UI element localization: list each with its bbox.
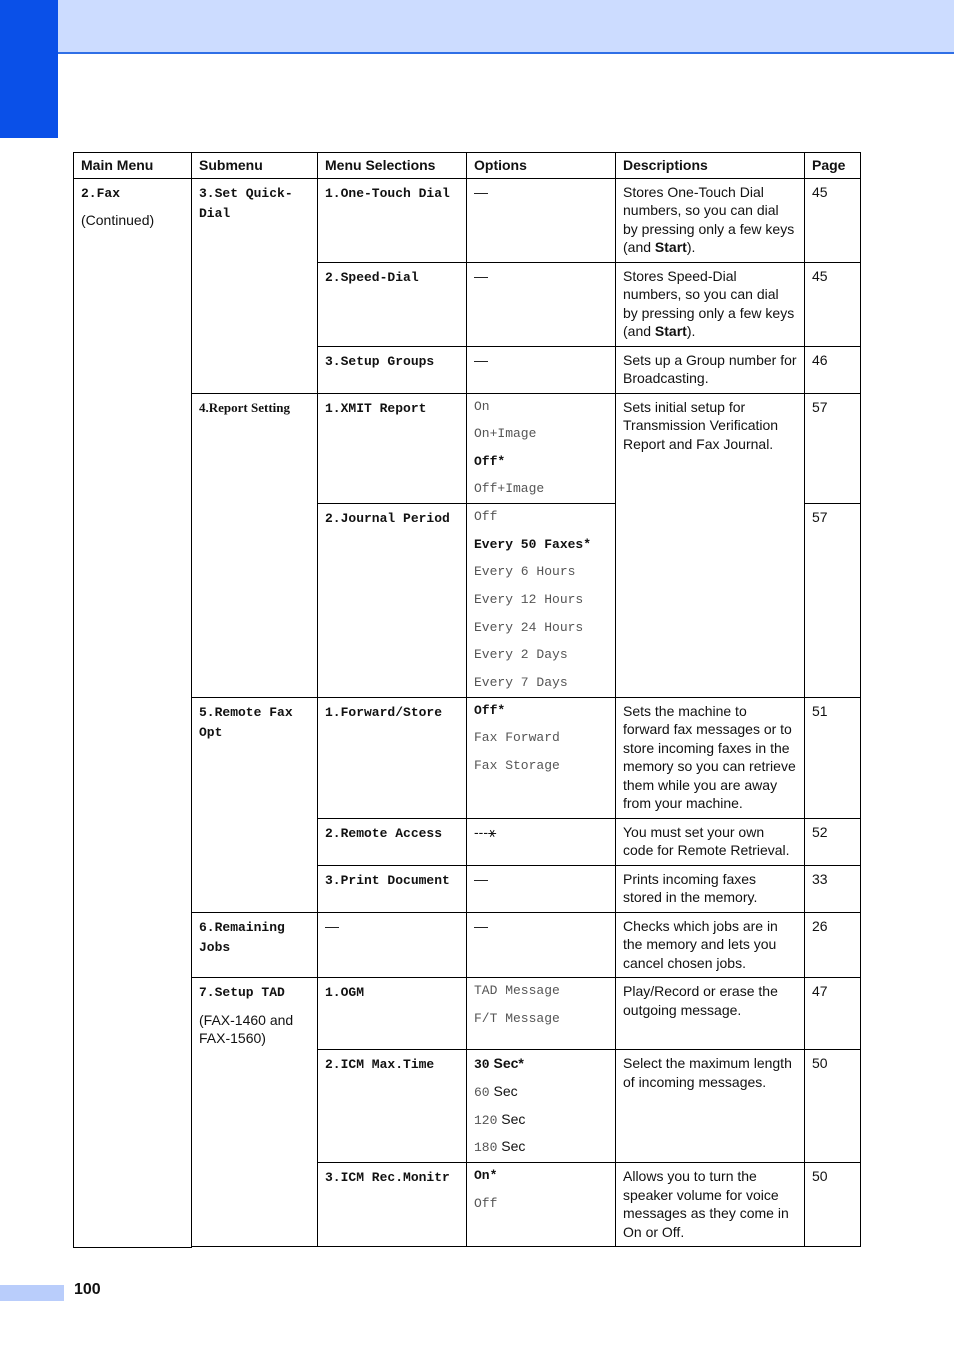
option-item: Off+Image bbox=[474, 481, 545, 497]
selection-cell bbox=[318, 978, 467, 1050]
option-item: TAD Message bbox=[474, 983, 560, 999]
page-cell: 57 bbox=[805, 393, 861, 504]
option-item-default: Off* bbox=[474, 453, 506, 469]
header-band bbox=[0, 0, 954, 54]
option-item-default bbox=[474, 1054, 608, 1082]
selection-label: 1.OGM bbox=[325, 985, 365, 1001]
selection-cell bbox=[318, 1163, 467, 1247]
description-cell bbox=[616, 262, 805, 346]
option-unit: Sec bbox=[501, 1138, 526, 1155]
selection-cell bbox=[318, 865, 467, 912]
selection-cell bbox=[318, 912, 467, 978]
description-text-end: ). bbox=[686, 323, 696, 339]
page-cell: 50 bbox=[805, 1050, 861, 1163]
option-item: Every 12 Hours bbox=[474, 592, 584, 608]
option-number: 120 bbox=[474, 1112, 498, 1128]
submenu-code: 5.Remote Fax Opt bbox=[199, 704, 293, 741]
col-header-descriptions: Descriptions bbox=[616, 153, 805, 179]
submenu-code: 7.Setup TAD bbox=[199, 985, 285, 1001]
option-dash: — bbox=[474, 267, 488, 284]
option-item bbox=[474, 1110, 608, 1138]
selection-label: 1.XMIT Report bbox=[325, 400, 427, 416]
option-cell bbox=[467, 818, 616, 865]
option-cell bbox=[467, 1163, 616, 1247]
description-cell: Sets up a Group number for Broadcasting. bbox=[616, 346, 805, 393]
selection-label: 3.Setup Groups bbox=[325, 353, 435, 369]
option-item: F/T Message bbox=[474, 1010, 560, 1026]
option-unit: Sec* bbox=[493, 1055, 524, 1072]
description-text-end: ). bbox=[686, 239, 696, 255]
table-row bbox=[74, 978, 861, 1050]
footer-bar bbox=[0, 1285, 64, 1301]
option-item: Every 6 Hours bbox=[474, 564, 576, 580]
submenu-code: 3.Set Quick-Dial bbox=[199, 185, 293, 221]
description-key: Start bbox=[654, 239, 687, 255]
option-dash: — bbox=[474, 183, 488, 200]
table-header-row bbox=[74, 153, 861, 179]
option-item-default: Every 50 Faxes* bbox=[474, 536, 592, 552]
description-cell: Checks which jobs are in the memory and lets you cancel chosen jobs. bbox=[616, 912, 805, 978]
option-item: Every 2 Days bbox=[474, 647, 568, 663]
selection-cell bbox=[318, 504, 467, 698]
option-item: Every 24 Hours bbox=[474, 619, 584, 635]
submenu-cell bbox=[192, 912, 318, 978]
option-item: On bbox=[474, 398, 490, 414]
submenu-note: (FAX-1460 and FAX-1560) bbox=[199, 1011, 294, 1047]
description-cell: Sets initial setup for Transmission Verification Report and Fax Journal. bbox=[616, 393, 805, 697]
submenu-code: 6.Remaining Jobs bbox=[199, 919, 285, 956]
chapter-tab bbox=[0, 0, 58, 138]
description-cell: Select the maximum length of incoming messages. bbox=[616, 1050, 805, 1163]
page-number: 100 bbox=[74, 1281, 101, 1298]
option-item: Every 7 Days bbox=[474, 674, 568, 690]
table-row bbox=[74, 178, 861, 262]
col-header-main-menu: Main Menu bbox=[74, 153, 192, 179]
description-cell: You must set your own code for Remote Retrieval. bbox=[616, 818, 805, 865]
submenu-cell bbox=[192, 393, 318, 697]
page-cell: 47 bbox=[805, 978, 861, 1050]
page-cell: 45 bbox=[805, 262, 861, 346]
option-cell bbox=[467, 912, 616, 978]
description-cell: Sets the machine to forward fax messages or to store incoming faxes in the memory so you can retrieve them while you are away from your machine. bbox=[616, 697, 805, 818]
description-text: Stores One-Touch Dial numbers, so you can dial by pressing only a few keys (and bbox=[623, 183, 795, 255]
option-cell bbox=[467, 178, 616, 262]
description-cell: Allows you to turn the speaker volume for voice messages as they come in On or Off. bbox=[616, 1163, 805, 1247]
selection-label: 2.Journal Period bbox=[325, 511, 450, 527]
option-cell bbox=[467, 697, 616, 818]
menu-table bbox=[73, 152, 861, 1248]
option-item: Fax Forward bbox=[474, 730, 560, 746]
selection-label: 2.ICM Max.Time bbox=[325, 1057, 435, 1073]
description-cell bbox=[616, 178, 805, 262]
selection-dash: — bbox=[325, 917, 339, 934]
option-cell bbox=[467, 346, 616, 393]
selection-label: 2.Remote Access bbox=[325, 825, 443, 841]
option-unit: Sec bbox=[493, 1082, 518, 1099]
submenu-cell bbox=[192, 178, 318, 393]
option-code-mask: ---⚹ bbox=[474, 823, 497, 840]
option-unit: Sec bbox=[501, 1110, 526, 1127]
option-cell bbox=[467, 262, 616, 346]
option-item bbox=[474, 1137, 608, 1157]
page-cell: 52 bbox=[805, 818, 861, 865]
option-item: Off bbox=[474, 509, 498, 525]
option-cell bbox=[467, 865, 616, 912]
description-key: Start bbox=[654, 323, 687, 339]
selection-cell bbox=[318, 346, 467, 393]
option-item: Off bbox=[474, 1195, 498, 1211]
selection-label: 2.Speed-Dial bbox=[325, 269, 419, 285]
page-cell: 26 bbox=[805, 912, 861, 978]
main-menu-code: 2.Fax bbox=[81, 185, 121, 201]
selection-cell bbox=[318, 818, 467, 865]
selection-label: 3.Print Document bbox=[325, 872, 450, 888]
option-cell bbox=[467, 504, 616, 698]
col-header-submenu: Submenu bbox=[192, 153, 318, 179]
page-cell: 45 bbox=[805, 178, 861, 262]
selection-cell bbox=[318, 393, 467, 504]
table-row bbox=[74, 697, 861, 818]
option-item-default: On* bbox=[474, 1168, 498, 1184]
page-cell: 51 bbox=[805, 697, 861, 818]
option-number: 60 bbox=[474, 1084, 490, 1100]
selection-cell bbox=[318, 262, 467, 346]
option-item bbox=[474, 1082, 608, 1110]
table-row bbox=[74, 912, 861, 978]
description-cell: Play/Record or erase the outgoing message. bbox=[616, 978, 805, 1050]
page-cell: 50 bbox=[805, 1163, 861, 1247]
option-cell bbox=[467, 1050, 616, 1163]
selection-cell bbox=[318, 697, 467, 818]
col-header-options: Options bbox=[467, 153, 616, 179]
submenu-code: 4.Report Setting bbox=[199, 399, 290, 415]
page-cell: 33 bbox=[805, 865, 861, 912]
option-item-default: Off* bbox=[474, 702, 506, 718]
option-dash: — bbox=[474, 917, 488, 934]
option-dash: — bbox=[474, 351, 488, 368]
selection-cell bbox=[318, 1050, 467, 1163]
page-cell: 46 bbox=[805, 346, 861, 393]
description-text: Stores Speed-Dial numbers, so you can dial by pressing only a few keys (and bbox=[623, 267, 795, 339]
option-cell bbox=[467, 393, 616, 504]
option-number: 180 bbox=[474, 1140, 498, 1156]
option-item: Fax Storage bbox=[474, 758, 560, 774]
main-menu-cell bbox=[74, 178, 192, 1247]
option-number: 30 bbox=[474, 1057, 490, 1073]
page-cell: 57 bbox=[805, 504, 861, 698]
table-row bbox=[74, 393, 861, 504]
selection-label: 1.One-Touch Dial bbox=[325, 185, 450, 201]
selection-label: 3.ICM Rec.Monitr bbox=[325, 1170, 450, 1186]
submenu-cell bbox=[192, 697, 318, 912]
col-header-menu-selections: Menu Selections bbox=[318, 153, 467, 179]
selection-cell bbox=[318, 178, 467, 262]
option-cell bbox=[467, 978, 616, 1050]
selection-label: 1.Forward/Store bbox=[325, 704, 443, 720]
option-item: On+Image bbox=[474, 426, 537, 442]
col-header-page: Page bbox=[805, 153, 861, 179]
description-cell: Prints incoming faxes stored in the memory. bbox=[616, 865, 805, 912]
main-menu-note: (Continued) bbox=[81, 212, 155, 228]
option-dash: — bbox=[474, 870, 488, 887]
submenu-cell bbox=[192, 978, 318, 1247]
